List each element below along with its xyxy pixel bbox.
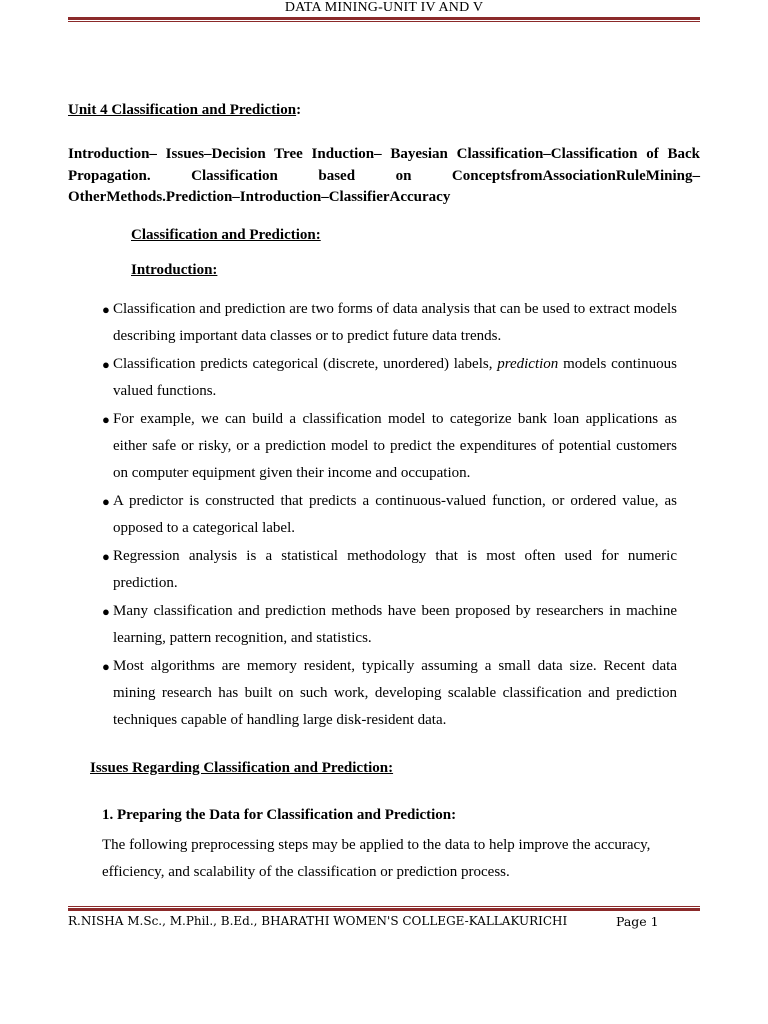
preparing-data-body: The following preprocessing steps may be applied to the data to help improve the accuracy, efficiency, and scalability of the classification or prediction process. xyxy=(102,837,651,880)
list-item xyxy=(102,598,677,652)
footer-rule-thick xyxy=(68,908,700,911)
bullet-icon: ● xyxy=(102,494,110,509)
intro-bullet-list xyxy=(102,296,677,735)
bullet-icon: ● xyxy=(102,302,110,317)
bullet-icon: ● xyxy=(102,604,110,619)
bullet-text: Classification and prediction are two forms of data analysis that can be used to extract models describing important data classes or to predict future data trends. xyxy=(113,301,677,344)
list-item xyxy=(102,653,677,734)
unit-title-text: Unit 4 Classification and Prediction xyxy=(68,102,297,118)
bullet-text: Many classification and prediction methods have been proposed by researchers in machine learning, pattern recognition, and statistics. xyxy=(113,603,677,646)
bullet-text: Most algorithms are memory resident, typically assuming a small data size. Recent data mining research has built on such work, developing scalable classification and prediction techniques capable of handling large disk-resident data. xyxy=(113,658,677,728)
footer-author: R.NISHA M.Sc., M.Phil., B.Ed., BHARATHI WOMEN'S COLLEGE-KALLAKURICHI xyxy=(68,914,568,928)
unit-title-colon: : xyxy=(296,102,302,118)
list-item xyxy=(102,488,677,542)
bullet-icon: ● xyxy=(102,357,110,372)
bullet-text: For example, we can build a classification model to categorize bank loan applications as either safe or risky, or a prediction model to predict the expenditures of potential customers on computer equipment given their income and occupation. xyxy=(113,411,677,481)
bullet-text: Classification predicts categorical (discrete, unordered) labels, xyxy=(113,356,498,372)
bullet-icon: ● xyxy=(102,412,110,427)
header-rule-thick xyxy=(68,17,700,20)
header-rule-thin xyxy=(68,21,700,22)
issues-heading: Issues Regarding Classification and Prediction: xyxy=(90,760,394,776)
list-item xyxy=(102,406,677,487)
bullet-text: Regression analysis is a statistical methodology that is most often used for numeric prediction. xyxy=(113,548,677,591)
list-item xyxy=(102,296,677,350)
list-item xyxy=(102,351,677,405)
list-item xyxy=(102,543,677,597)
bullet-text: models continuous valued functions. xyxy=(113,356,677,399)
page-number: Page 1 xyxy=(616,914,659,929)
preparing-data-heading: 1. Preparing the Data for Classification and Prediction: xyxy=(102,807,457,823)
section-heading: Classification and Prediction: xyxy=(131,227,321,243)
bullet-icon: ● xyxy=(102,659,110,674)
bullet-icon: ● xyxy=(102,549,110,564)
unit-title xyxy=(68,102,301,119)
intro-heading: Introduction: xyxy=(131,262,218,278)
page-header-title: DATA MINING-UNIT IV AND V xyxy=(284,0,484,15)
bullet-text: A predictor is constructed that predicts a continuous-valued function, or ordered value, as opposed to a categorical label. xyxy=(113,493,677,536)
footer-rule-thin xyxy=(68,906,700,907)
syllabus-topics: Introduction– Issues–Decision Tree Induction– Bayesian Classification–Classification of Back Propagation. Classification based on ConceptsfromAssociationRuleMining–OtherMethods.Prediction–Introduction–ClassifierAccuracy xyxy=(68,146,700,206)
bullet-emphasis: prediction xyxy=(497,356,559,372)
